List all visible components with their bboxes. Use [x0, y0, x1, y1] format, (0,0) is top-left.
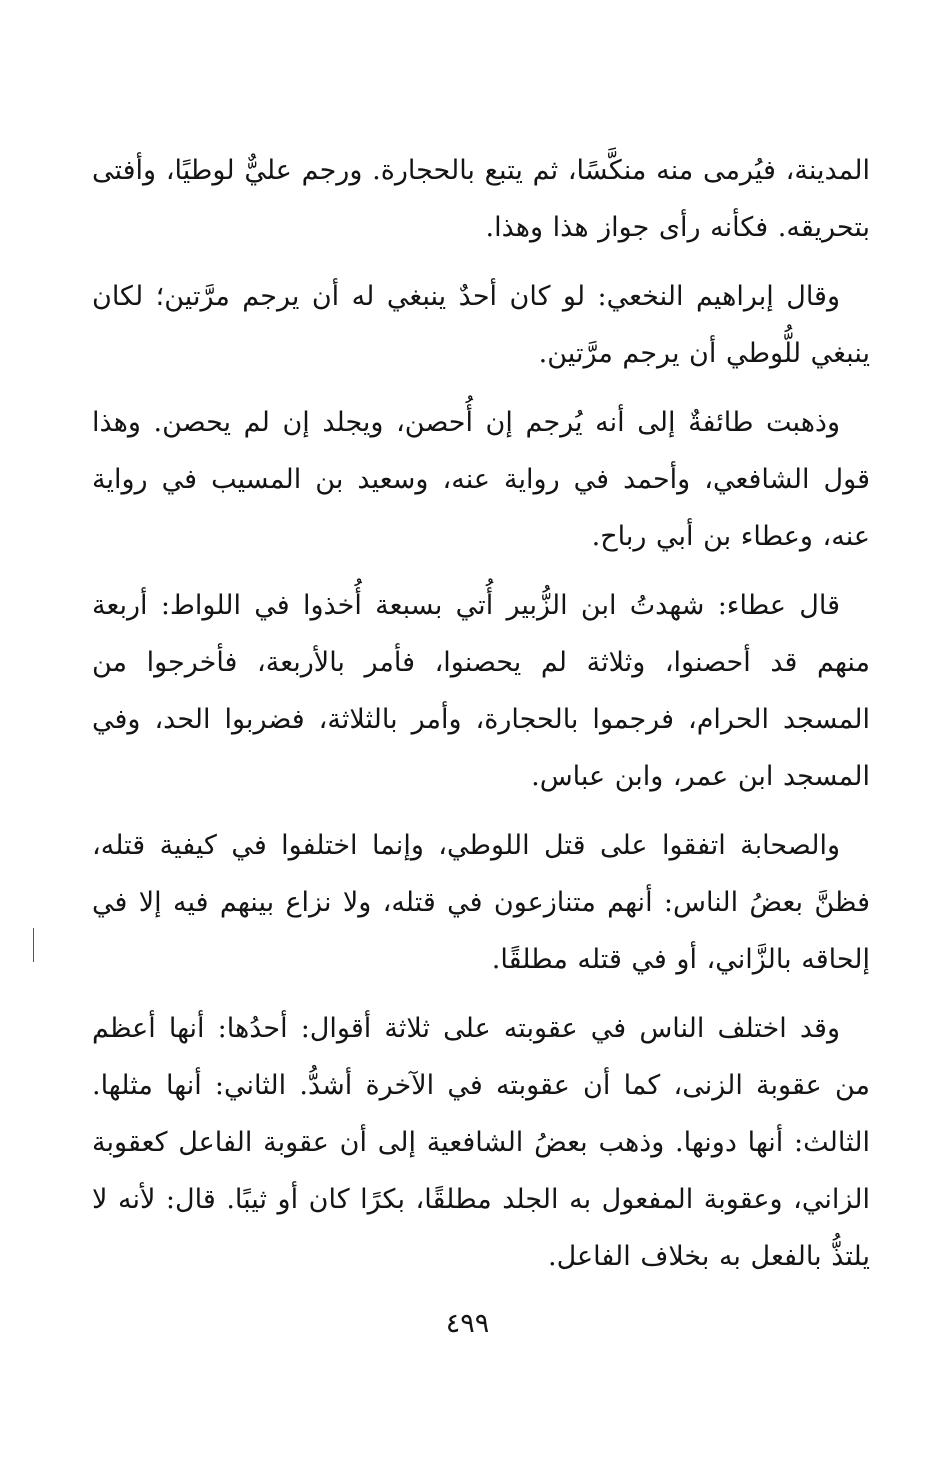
paragraph-1: المدينة، فيُرمى منه منكَّسًا، ثم يتبع بالحجارة. ورجم عليٌّ لوطيًا، وأفتى بتحريقه. فكأنه رأى جواز هذا وهذا. [92, 155, 870, 243]
paragraph-4: قال عطاء: شهدتُ ابن الزُّبير أُتي بسبعة أُخذوا في اللواط: أربعة منهم قد أحصنوا، وثلاثة لم يحصنوا، فأمر بالأربعة، فأخرجوا من المسجد الحرام، فرجموا بالحجارة، وأمر بالثلاثة، فضربوا الحد، وفي المسجد ابن عمر، وابن عباس. [92, 590, 870, 792]
paragraph-2: وقال إبراهيم النخعي: لو كان أحدٌ ينبغي له أن يرجم مرَّتين؛ لكان ينبغي للُّوطي أن يرجم مرَّتين. [92, 281, 870, 369]
paragraph-5: والصحابة اتفقوا على قتل اللوطي، وإنما اختلفوا في كيفية قتله، فظنَّ بعضُ الناس: أنهم متنازعون في قتله، ولا نزاع بينهم فيه إلا في إلحاقه بالزَّاني، أو في قتله مطلقًا. [92, 830, 870, 975]
paragraph-6: وقد اختلف الناس في عقوبته على ثلاثة أقوال: أحدُها: أنها أعظم من عقوبة الزنى، كما أن عقوبته في الآخرة أشدُّ. الثاني: أنها مثلها. الثالث: أنها دونها. وذهب بعضُ الشافعية إلى أن عقوبة الفاعل كعقوبة الزاني، وعقوبة المفعول به الجلد مطلقًا، بكرًا كان أو ثيبًا. قال: لأنه لا يلتذُّ بالفعل به بخلاف الفاعل. [92, 1013, 870, 1272]
paragraph-3: وذهبت طائفةٌ إلى أنه يُرجم إن أُحصن، ويجلد إن لم يحصن. وهذا قول الشافعي، وأحمد في رواية عنه، وسعيد بن المسيب في رواية عنه، وعطاء بن أبي رباح. [92, 407, 870, 552]
page-number: ٤٩٩ [445, 1308, 490, 1339]
margin-mark [33, 928, 34, 962]
body-text [92, 142, 870, 1297]
